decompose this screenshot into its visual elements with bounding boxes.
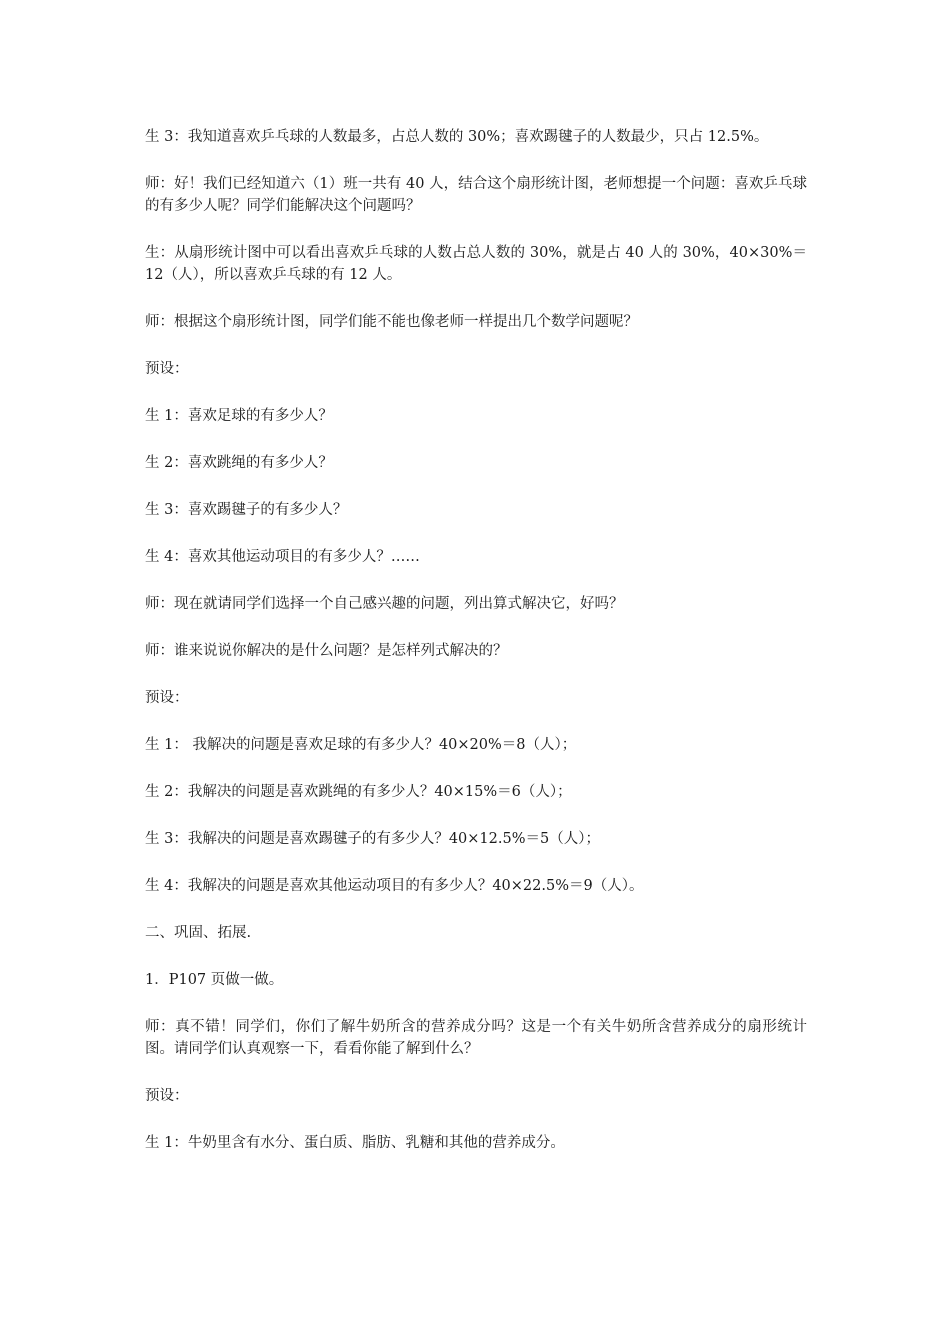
paragraph-teacher-milk: 师：真不错！同学们，你们了解牛奶所含的营养成分吗？这是一个有关牛奶所含营养成分的扇形统计图。请同学们认真观察一下，看看你能了解到什么？ [145,1019,807,1057]
paragraph-teacher-question: 师：好！我们已经知道六（1）班一共有 40 人，结合这个扇形统计图，老师想提一个问题：喜欢乒乓球的有多少人呢？同学们能解决这个问题吗？ [145,176,807,214]
paragraph-teacher-prompt: 师：根据这个扇形统计图，同学们能不能也像老师一样提出几个数学问题呢？ [145,314,638,330]
paragraph-student-answer: 生：从扇形统计图中可以看出喜欢乒乓球的人数占总人数的 30%，就是占 40 人的 30%，40×30%＝12（人），所以喜欢乒乓球的有 12 人。 [145,245,807,283]
paragraph-student2-question: 生 2：喜欢跳绳的有多少人？ [145,455,333,471]
paragraph-student3-solution: 生 3：我解决的问题是喜欢踢毽子的有多少人？40×12.5%＝5（人）； [145,831,600,847]
document-body [145,126,807,1179]
paragraph-student2-solution: 生 2：我解决的问题是喜欢跳绳的有多少人？40×15%＝6（人）； [145,784,572,800]
paragraph-exercise-ref: 1．P107 页做一做。 [145,972,284,988]
paragraph-preset-label: 预设： [145,361,189,377]
paragraph-student3-question: 生 3：喜欢踢毽子的有多少人？ [145,502,348,518]
paragraph-student1-milk: 生 1：牛奶里含有水分、蛋白质、脂肪、乳糖和其他的营养成分。 [145,1135,565,1151]
paragraph-student3-observation: 生 3：我知道喜欢乒乓球的人数最多，占总人数的 30%；喜欢踢毽子的人数最少，只占 12.5%。 [145,129,769,145]
paragraph-preset-label-3: 预设： [145,1088,189,1104]
paragraph-student1-solution: 生 1： 我解决的问题是喜欢足球的有多少人？40×20%＝8（人）； [145,737,577,753]
paragraph-preset-label-2: 预设： [145,690,189,706]
section-heading: 二、巩固、拓展. [145,925,252,941]
paragraph-student4-solution: 生 4：我解决的问题是喜欢其他运动项目的有多少人？40×22.5%＝9（人）。 [145,878,644,894]
paragraph-teacher-instruction: 师：现在就请同学们选择一个自己感兴趣的问题，列出算式解决它，好吗？ [145,596,624,612]
paragraph-student4-question: 生 4：喜欢其他运动项目的有多少人？…… [145,549,420,565]
paragraph-student1-question: 生 1：喜欢足球的有多少人？ [145,408,333,424]
paragraph-teacher-ask: 师：谁来说说你解决的是什么问题？是怎样列式解决的？ [145,643,508,659]
